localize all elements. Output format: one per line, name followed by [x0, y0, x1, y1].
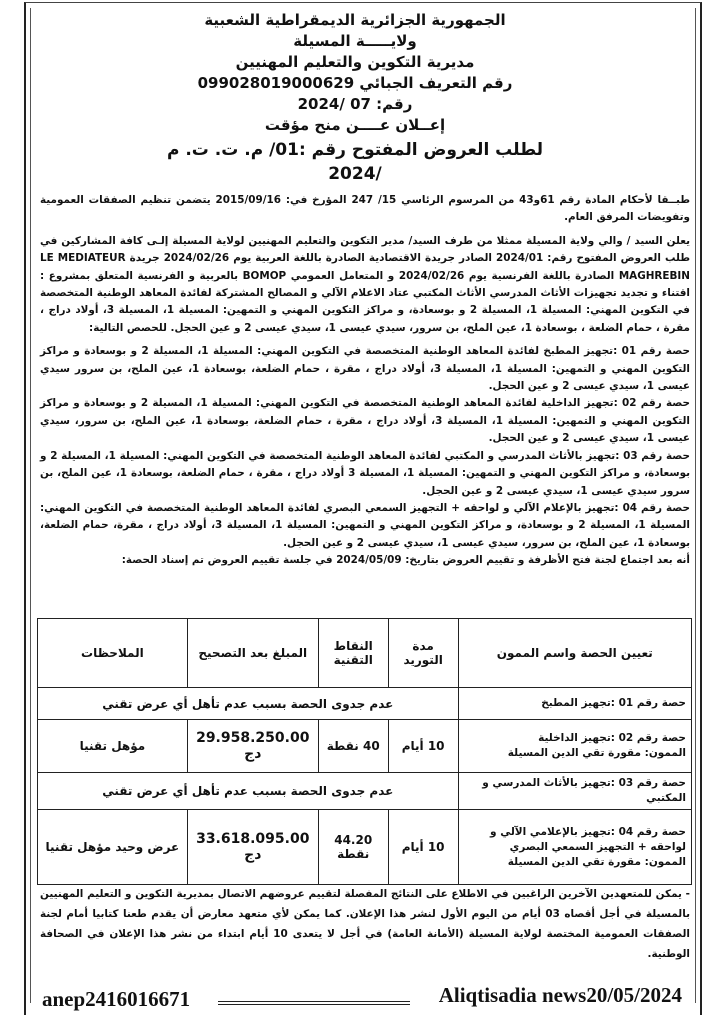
lot-2-description: حصة رقم 02 :تجهيز الداخلية لفائدة المعاهد الوطنية المتخصصة في التكوين المهني: المسيلة 1، المسيلة 2 و بوسعادة و مراكز التكوين المهني و التمهين: المسيلة 1، المسيلة 3، أولاد دراج ، مقرة ، حمام الضلعة، بوسعادة 1، عين الملح، بن سرور، سيدي عيسى 1، سيدي عيسى 2 و عين الحجل. [40, 397, 690, 445]
header-points: النقاط التقنية [318, 619, 388, 688]
header-lot: تعيين الحصة واسم الممون [458, 619, 691, 688]
lot-name: حصة رقم 02 :تجهيز الداخلية [538, 732, 686, 744]
header-duration: مدة التوريد [388, 619, 458, 688]
lot-cell [458, 720, 691, 773]
lot-name: حصة رقم 04 :تجهيز بالإعلامي الآلي و لواحقه + التجهيز السمعي البصري [490, 825, 686, 853]
duration-cell: 10 أيام [388, 810, 458, 885]
table-row [38, 810, 692, 885]
lot-4-description: حصة رقم 04 :تجهيز بالإعلام الآلي و لواحقه + التجهيز السمعي البصري لفائدة المعاهد الوطنية المتخصصة في التكوين المهني: المسيلة 1، المسيلة 2 و بوسعادة، و مراكز التكوين المهني و التمهين: المسيلة 1، المسيلة 3، أولاد دراج ، مقرة، حمام الضلعة، بوسعادة 1، عين الملح، بن سرور، سيدي عيسى 1، سيدي عيسى 2 و عين الحجل. [40, 501, 690, 549]
announcement-title: إعــلان عــــن منح مؤقت [264, 116, 446, 134]
table-row [38, 773, 692, 810]
table-header-row [38, 619, 692, 688]
publication-footer [42, 982, 682, 1012]
footer-divider [218, 1001, 410, 1005]
announcement-header [150, 10, 560, 186]
announcement-subtitle: لطلب العروض المفتوح رقم :01/ م. ت. ت. م /2024 [166, 140, 544, 184]
lot-cell: حصة رقم 01 :تجهيز المطبخ [458, 688, 691, 720]
table-row [38, 720, 692, 773]
supplier-name: الممون: مقورة تقي الدين المسيلة [507, 747, 686, 759]
unsuccessful-note: عدم جدوى الحصة بسبب عدم تأهل أي عرض تقني [38, 773, 459, 810]
points-cell: 40 نقطة [318, 720, 388, 773]
duration-cell: 10 أيام [388, 720, 458, 773]
tax-id: رقم التعريف الجبائي 099028019000629 [197, 74, 513, 92]
republic-name: الجمهورية الجزائرية الديمقراطية الشعبية [204, 11, 506, 29]
table-row [38, 688, 692, 720]
unsuccessful-note: عدم جدوى الحصة بسبب عدم تأهل أي عرض تقني [38, 688, 459, 720]
amount-cell: 29.958.250.00 دج [187, 720, 318, 773]
lot-cell [458, 810, 691, 885]
directorate-name: مديرية التكوين والتعليم المهنيين [235, 53, 475, 71]
header-notes: الملاحظات [38, 619, 188, 688]
announcement-body [40, 192, 690, 576]
newspaper-source: Aliqtisadia news20/05/2024 [438, 983, 682, 1007]
lot-3-description: حصة رقم 03 :تجهيز بالأثاث المدرسي و المكتبي لفائدة المعاهد الوطنية المتخصصة في التكوين المهني: المسيلة 1، المسيلة 2 و بوسعادة، و مراكز التكوين المهني و التمهين: المسيلة 1، المسيلة 3 أولاد دراج ، مقرة ، حمام الضلعة، بوسعادة 1، عين الملح، بن سرور سيدي عيسى 1، سيدي عيسى 2 و عين الحجل. [40, 449, 691, 497]
evaluation-statement: أنه بعد اجتماع لجنة فتح الأظرفة و تقييم العروض بتاريخ: 2024/05/09 في جلسة تقييم العروض تم إسناد الحصة: [121, 554, 690, 567]
points-cell: 44.20 نقطة [318, 810, 388, 885]
notes-cell: مؤهل تقنيا [38, 720, 188, 773]
notes-cell: عرض وحيد مؤهل تقنيا [38, 810, 188, 885]
reference-number: رقم: 07 /2024 [297, 95, 413, 113]
announcement-paragraph: يعلن السيد / والي ولاية المسيلة ممثلا من طرف السيد/ مدير التكوين والتعليم المهنيين لولاية المسيلة إلـى كافة المشاركين في طلب العروض المفتوح رقم: 2024/01 الصادر جريدة الاقتصادية الصادرة باللغة العربية يوم 2024/02/26 جريدة LE MEDIATEUR MAGHREBIN الصادرة باللغة الفرنسية يوم 2024/02/26 و المتعامل العمومي BOMOP بالعربية و الفرنسية المتعلق بمشروع : اقتناء و تجديد تجهيزات الأثاث المدرسي الأثاث المكتبي عتاد الاعلام الآلي و المصالح المشتركة لفائدة المعاهد الوطنية المتخصصة في التكوين المهني: المسيلة 1، المسيلة 2 و بوسعادة، و مراكز التكوين المهني و التمهين: المسيلة 1، المسيلة 3، أولاد دراج ، مقرة ، حمام الضلعة ، بوسعادة 1، عين الملح، بن سرور، سيدي عيسى 1، سيدي عيسى 2 و عين الحجل. للحصص التالية: [40, 234, 690, 334]
legal-basis: طبــقا لأحكام المادة رقم 61و43 من المرسوم الرئاسي 15/ 247 المؤرخ في: 2015/09/16 يتضمن تنظيم الصفقات العمومية وتفويضات المرفق العام. [40, 194, 690, 224]
appeal-notice: - يمكن للمتعهدين الآخرين الراغبين في الاطلاع على النتائج المفصلة لتقييم عروضهم الاتصال بمديرية التكوين و التعليم المهنيين بالمسيلة في أجل أقصاه 03 أيام من اليوم الأول لنشر هذا الإعلان. كما يمكن لأي متعهد معارض أن يقدم طعنا كتابيا أمام لجنة الصفقات العمومية المختصة لولاية المسيلة (الأمانة العامة) في أجل لا يتعدى 10 أيام ابتداء من نشر هذا الإعلان في الصحافة الوطنية. [40, 888, 690, 960]
supplier-name: الممون: مقورة تقي الدين المسيلة [507, 855, 686, 868]
amount-cell: 33.618.095.00 دج [187, 810, 318, 885]
wilaya-name: ولايـــــة المسيلة [293, 32, 417, 50]
lot-cell: حصة رقم 03 :تجهيز بالأثاث المدرسي و المكتبي [458, 773, 691, 810]
header-amount: المبلغ بعد التصحيح [187, 619, 318, 688]
award-table [37, 618, 692, 885]
anep-reference: anep2416016671 [42, 987, 191, 1011]
lot-1-description: حصة رقم 01 :تجهيز المطبخ لفائدة المعاهد الوطنية المتخصصة في التكوين المهني: المسيلة 1، المسيلة 2 و بوسعادة و مراكز التكوين المهني و التمهين: المسيلة 1، المسيلة 3، أولاد دراج ، مقرة ، حمام الضلعة، بوسعادة 1، عين الملح، بن سرور سيدي عيسى 1، سيدي عيسى 2 و عين الحجل. [40, 345, 690, 393]
